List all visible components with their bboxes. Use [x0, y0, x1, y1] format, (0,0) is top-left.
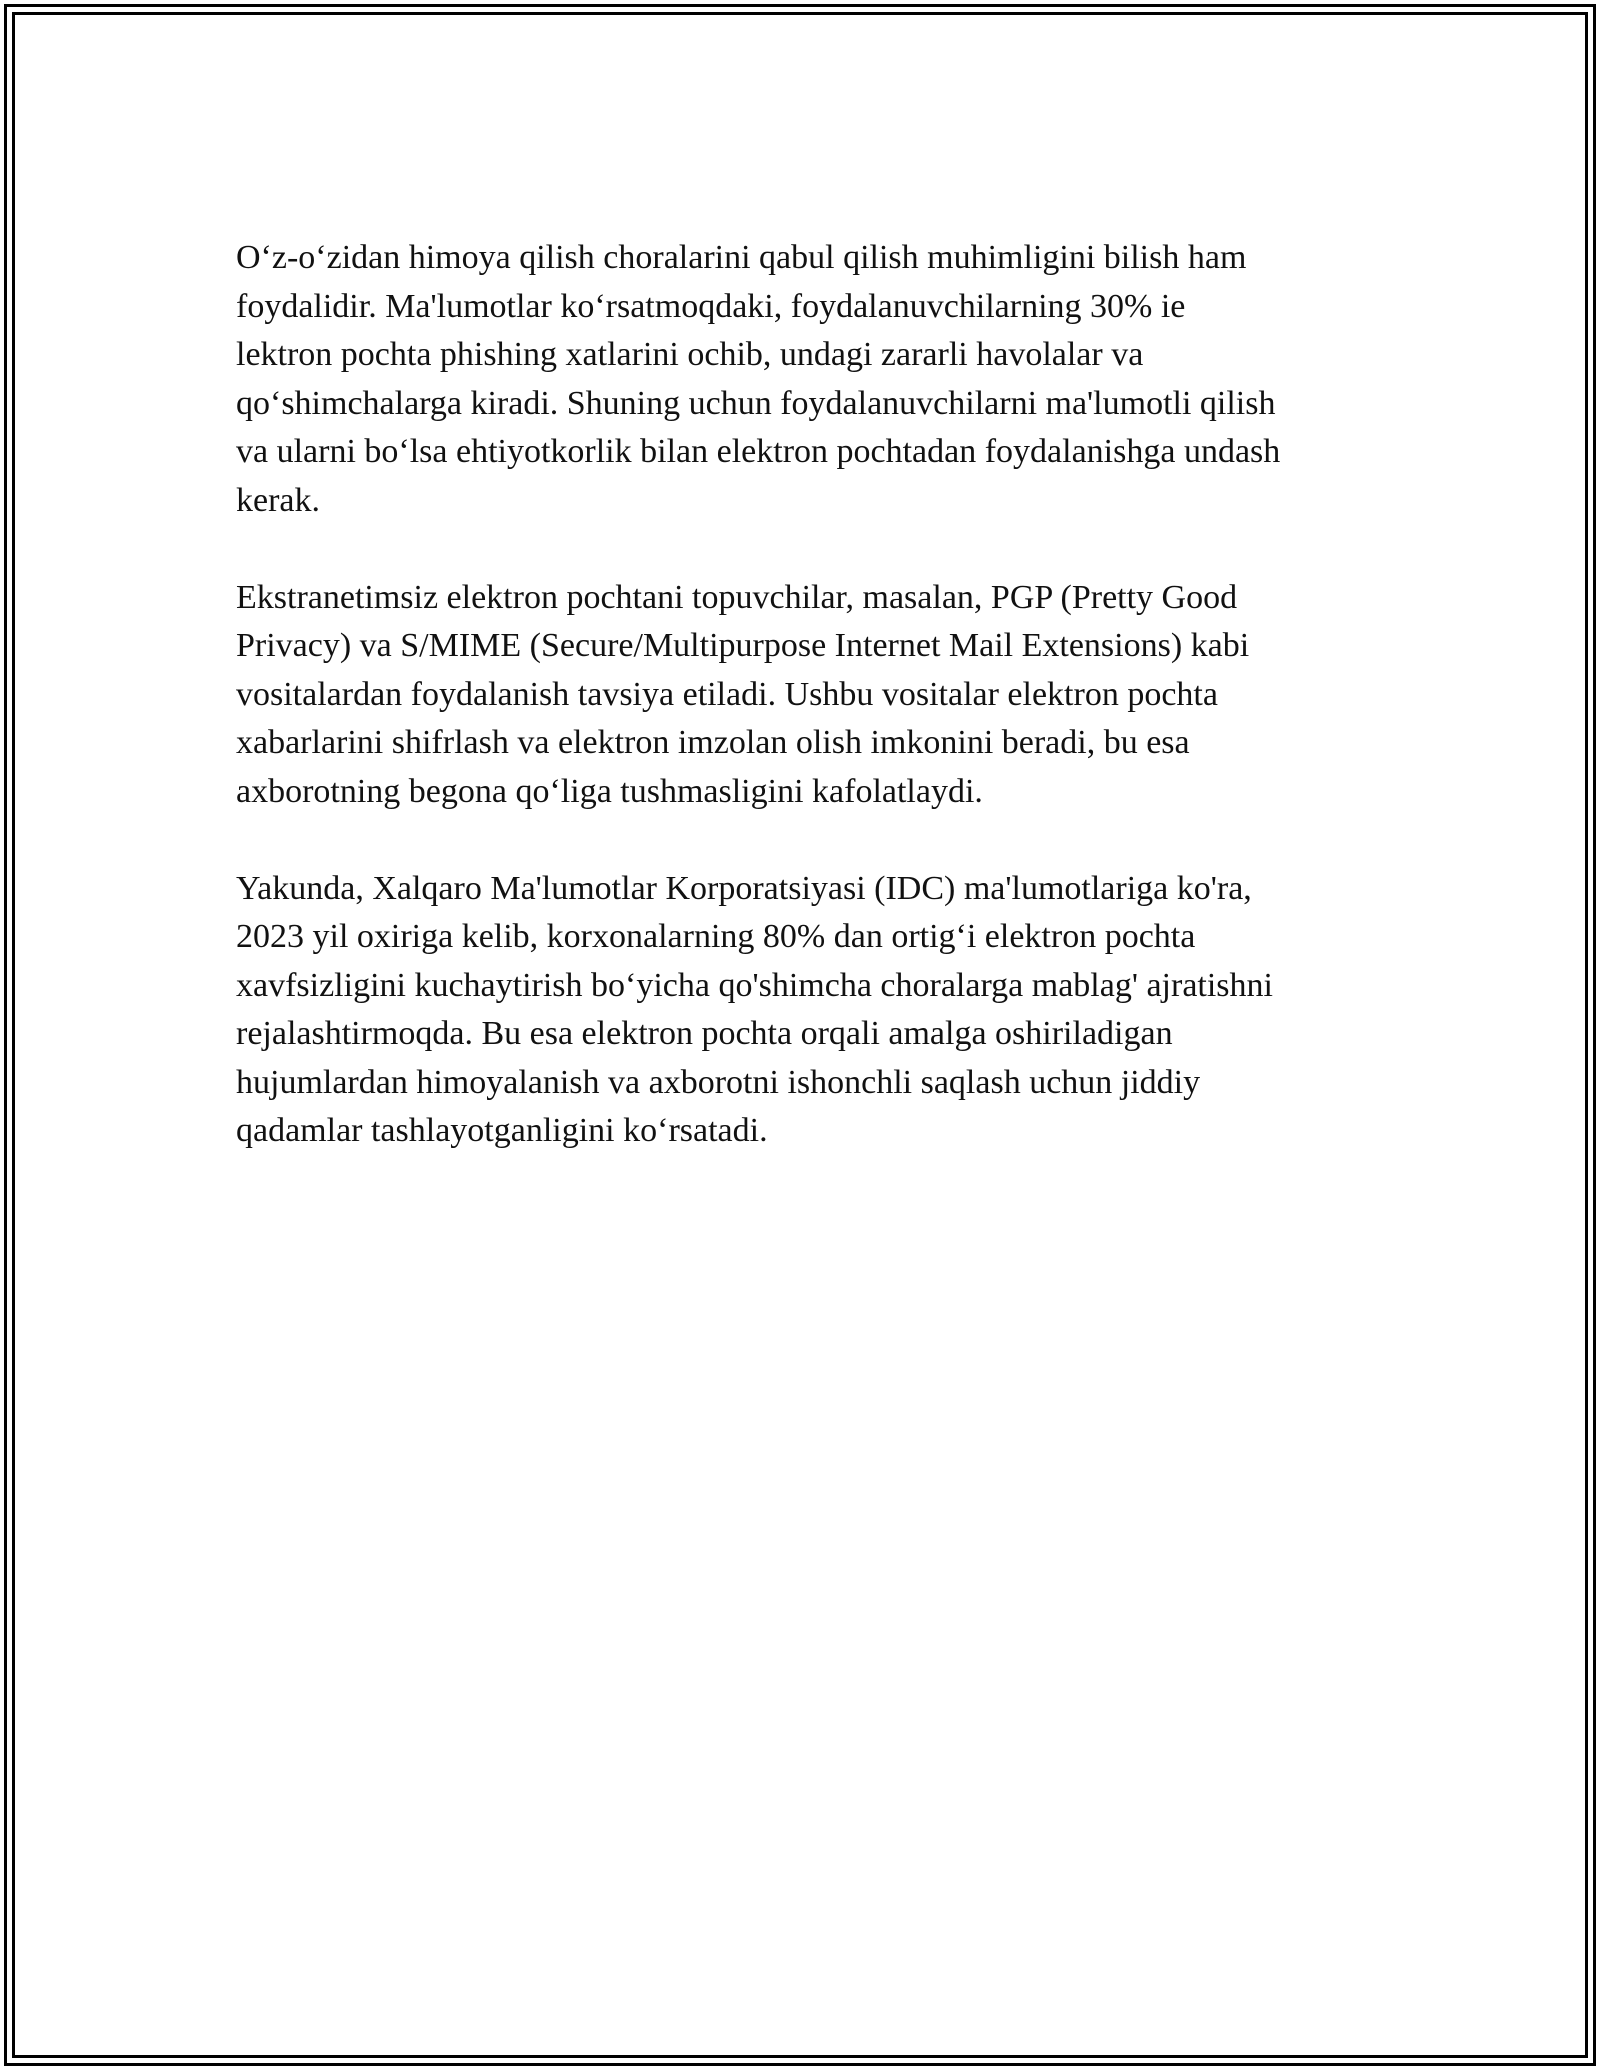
paragraph-encryption-tools: Ekstranetimsiz elektron pochtani topuvchilar, masalan, PGP (Pretty Good Privacy) va S/MIME (Secure/Multipurpose Internet Mail Extensions) kabi vositalardan foydalanish tavsiya etiladi. Ushbu vositalar elektron pochta xabarlarini shifrlash va elektron imzolan olish imkonini beradi, bu esa axborotning begona qo‘liga tushmasligini kafolatlaydi.	[236, 578, 1250, 810]
document-body	[236, 234, 1376, 1204]
paragraph-idc-conclusion: Yakunda, Xalqaro Ma'lumotlar Korporatsiyasi (IDC) ma'lumotlariga ko'ra, 2023 yil oxiriga kelib, korxonalarning 80% dan ortig‘i elektron pochta xavfsizligini kuchaytirish bo‘yicha qo'shimcha choralarga mablag' ajratishni rejalashtirmoqda. Bu esa elektron pochta orqali amalga oshiriladigan hujumlardan himoyalanish va axborotni ishonchli saqlash uchun jiddiy qadamlar tashlayotganligini ko‘rsatadi.	[236, 869, 1273, 1149]
paragraph-self-protection: O‘z-o‘zidan himoya qilish choralarini qabul qilish muhimligini bilish ham foydalidir. Ma'lumotlar ko‘rsatmoqdaki, foydalanuvchilarning 30% ie lektron pochta phishing xatlarini ochib, undagi zararli havolalar va qo‘shimchalarga kiradi. Shuning uchun foydalanuvchilarni ma'lumotli qilish va ularni bo‘lsa ehtiyotkorlik bilan elektron pochtadan foydalanishga undash kerak.	[236, 239, 1281, 519]
